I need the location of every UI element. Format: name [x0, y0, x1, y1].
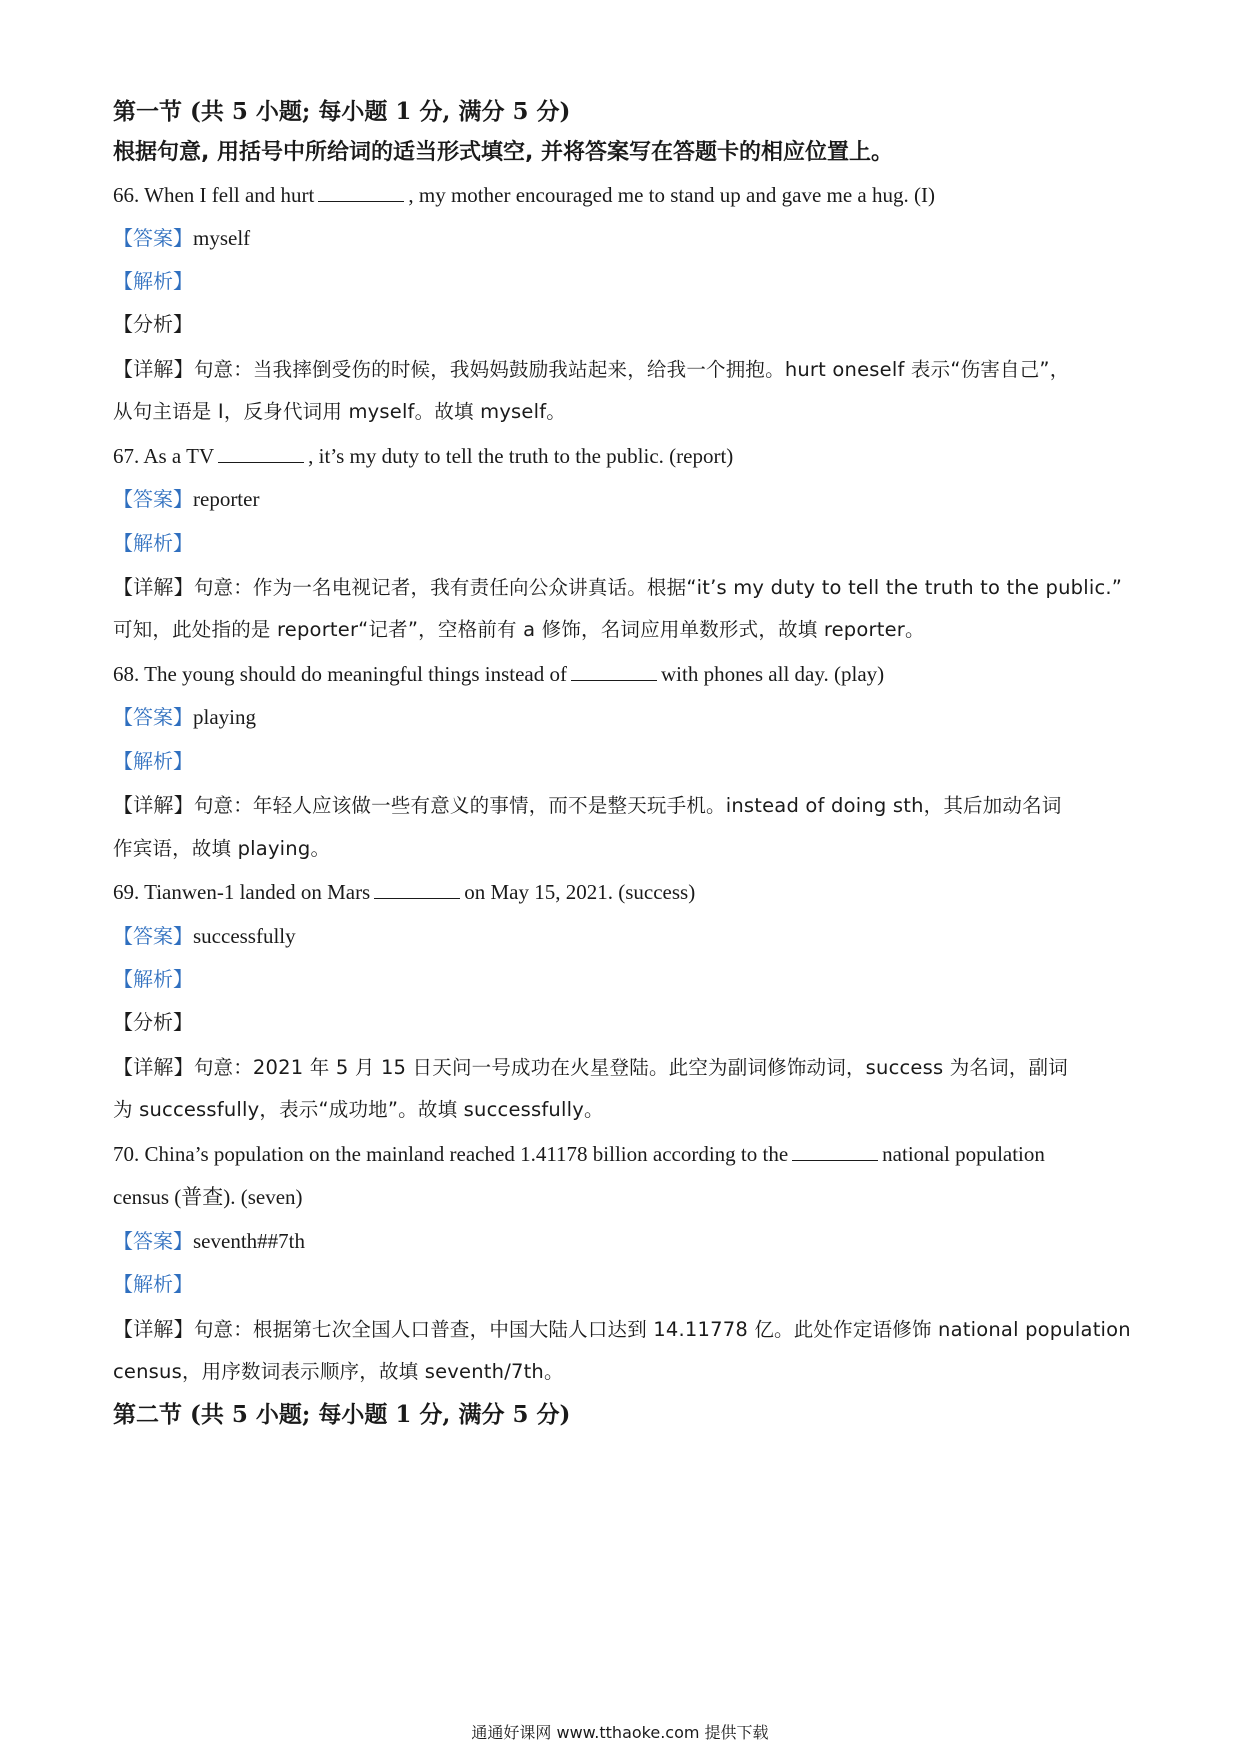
q66-blank: [318, 183, 404, 202]
detail-tag: 【详解】: [113, 1317, 194, 1341]
detail-tag: 【详解】: [113, 1055, 194, 1079]
q69-detail-line1: [113, 1053, 1068, 1082]
answer-tag: 【答案】: [113, 924, 193, 948]
q68-answer-row: [113, 703, 256, 731]
q66-analysis-row: [113, 267, 193, 295]
q68-detail-line1: [113, 791, 1062, 820]
q67-blank: [218, 444, 304, 463]
q67-detail-text1: 句意：作为一名电视记者，我有责任向公众讲真话。根据“it’s my duty to tell the truth to the public.”: [193, 576, 1123, 599]
q70-text-before: 70. China’s population on the mainland reached 1.41178 billion according to the: [113, 1142, 789, 1166]
q66-text-after: , my mother encouraged me to stand up and gave me a hug. (I): [408, 183, 935, 207]
q70-line2: census (普查). (seven): [113, 1185, 303, 1209]
q68-blank: [571, 662, 657, 681]
analysis-tag: 【解析】: [113, 1272, 193, 1296]
q69-answer: successfully: [193, 924, 296, 948]
breakdown-tag: 【分析】: [113, 1010, 193, 1034]
q70-detail-text1: 句意：根据第七次全国人口普查，中国大陆人口达到 14.11778 亿。此处作定语修饰 national population: [193, 1318, 1131, 1341]
question-66: [113, 181, 935, 209]
q67-analysis-row: [113, 529, 193, 557]
q66-detail-line2: 从句主语是 I，反身代词用 myself。故填 myself。: [113, 400, 566, 423]
q69-breakdown-row: [113, 1008, 193, 1036]
detail-tag: 【详解】: [113, 575, 194, 599]
q70-text-after: national population: [882, 1142, 1045, 1166]
q69-detail-line2: 为 successfully，表示“成功地”。故填 successfully。: [113, 1098, 604, 1121]
q68-detail-line2: 作宾语，故填 playing。: [113, 837, 331, 860]
analysis-tag: 【解析】: [113, 269, 193, 293]
q69-text-before: 69. Tianwen-1 landed on Mars: [113, 880, 371, 904]
q67-answer: reporter: [193, 487, 260, 511]
detail-tag: 【详解】: [113, 793, 194, 817]
q66-breakdown-row: [113, 310, 193, 338]
section1-title: 第一节 (共 5 小题; 每小题 1 分, 满分 5 分): [113, 98, 571, 125]
q66-answer-row: [113, 224, 250, 252]
q66-detail-text1: 句意：当我摔倒受伤的时候，我妈妈鼓励我站起来，给我一个拥抱。hurt oneself 表示“伤害自己”，: [193, 358, 1070, 381]
answer-tag: 【答案】: [113, 1229, 193, 1253]
q67-text-before: 67. As a TV: [113, 444, 215, 468]
q67-detail-line2: 可知，此处指的是 reporter“记者”，空格前有 a 修饰，名词应用单数形式，故填 reporter。: [113, 618, 925, 641]
q67-answer-row: [113, 485, 259, 513]
section2-title: 第二节 (共 5 小题; 每小题 1 分, 满分 5 分): [113, 1401, 571, 1428]
q70-detail-line1: [113, 1315, 1131, 1344]
detail-tag: 【详解】: [113, 357, 194, 381]
breakdown-tag: 【分析】: [113, 312, 193, 336]
question-68: [113, 660, 884, 688]
analysis-tag: 【解析】: [113, 967, 193, 991]
q68-analysis-row: [113, 747, 193, 775]
q69-detail-text1: 句意：2021 年 5 月 15 日天问一号成功在火星登陆。此空为副词修饰动词，success 为名词，副词: [193, 1056, 1068, 1079]
q70-answer: seventh##7th: [193, 1229, 305, 1253]
q69-text-after: on May 15, 2021. (success): [464, 880, 696, 904]
q68-text-before: 68. The young should do meaningful things instead of: [113, 662, 567, 686]
q67-detail-line1: [113, 573, 1122, 602]
q69-answer-row: [113, 922, 296, 950]
q67-text-after: , it’s my duty to tell the truth to the public. (report): [308, 444, 734, 468]
q66-answer: myself: [193, 226, 251, 250]
analysis-tag: 【解析】: [113, 531, 193, 555]
q69-blank: [374, 880, 460, 899]
q70-answer-row: [113, 1227, 305, 1255]
section1-instruction: 根据句意, 用括号中所给词的适当形式填空, 并将答案写在答题卡的相应位置上。: [113, 140, 894, 165]
q70-analysis-row: [113, 1270, 193, 1298]
q66-text-before: 66. When I fell and hurt: [113, 183, 315, 207]
answer-tag: 【答案】: [113, 487, 193, 511]
page-footer: 通通好课网 www.tthaoke.com 提供下载: [471, 1723, 769, 1742]
q68-answer: playing: [193, 705, 256, 729]
q68-text-after: with phones all day. (play): [660, 662, 885, 686]
q70-detail-line2: census，用序数词表示顺序，故填 seventh/7th。: [113, 1360, 564, 1383]
answer-tag: 【答案】: [113, 705, 193, 729]
q68-detail-text1: 句意：年轻人应该做一些有意义的事情，而不是整天玩手机。instead of doing sth，其后加动名词: [193, 794, 1062, 817]
q70-blank: [792, 1142, 878, 1161]
question-69: [113, 878, 695, 906]
q69-analysis-row: [113, 965, 193, 993]
question-67: [113, 442, 733, 470]
analysis-tag: 【解析】: [113, 749, 193, 773]
question-70: [113, 1140, 1045, 1168]
q66-detail-line1: [113, 355, 1069, 384]
answer-tag: 【答案】: [113, 226, 193, 250]
